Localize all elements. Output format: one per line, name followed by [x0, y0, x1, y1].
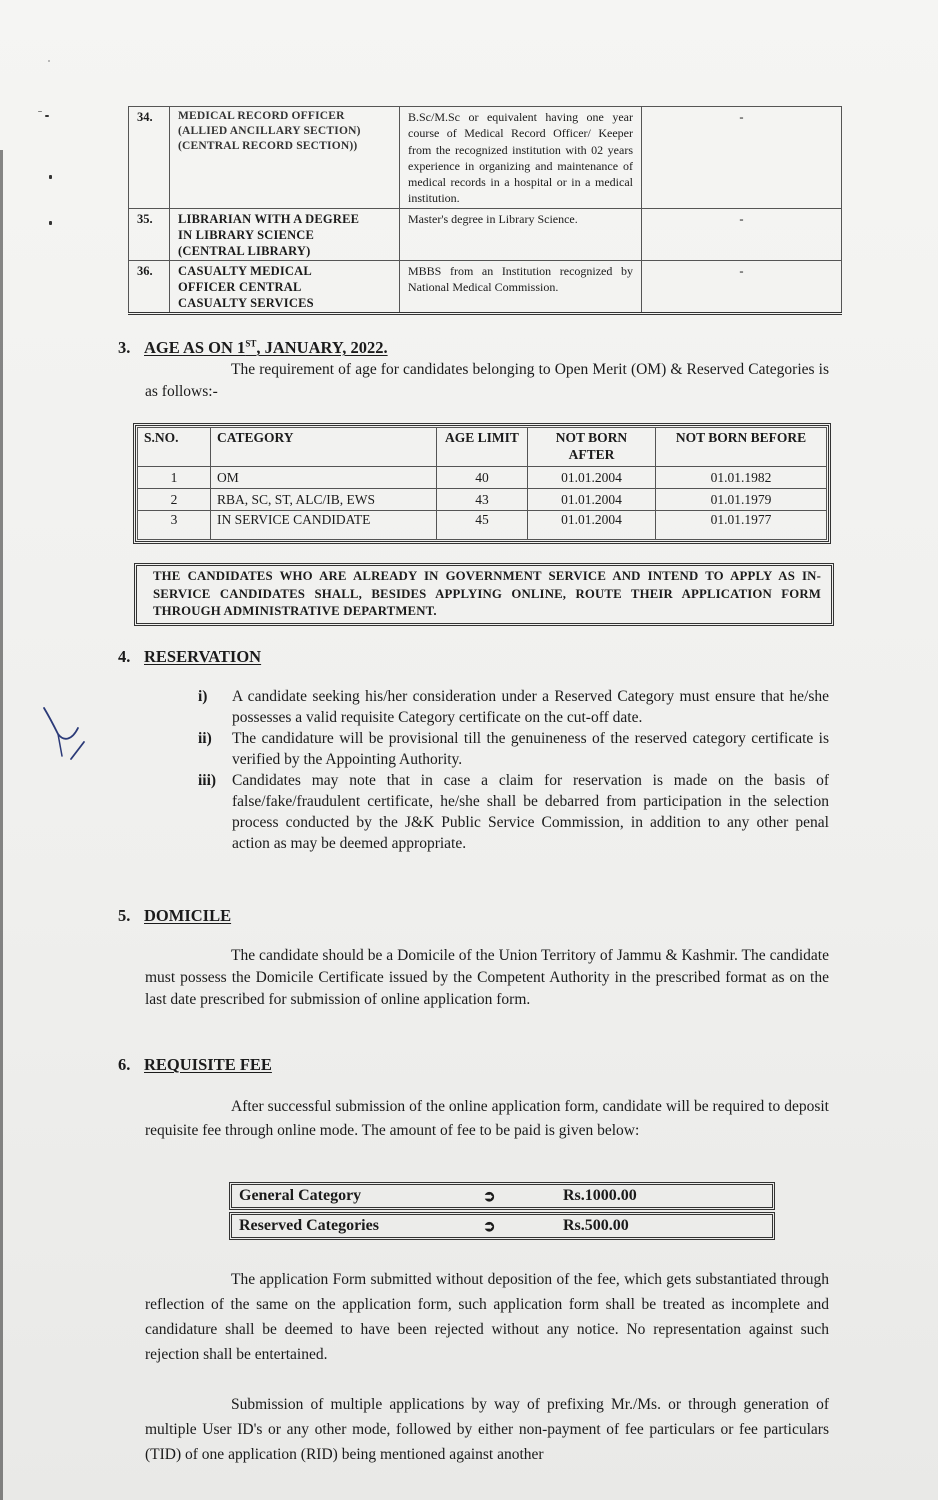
margin-speck [49, 175, 52, 179]
list-text: A candidate seeking his/her consideration under a Reserved Category must ensure that he/she possesses a valid requisite Category certificate on the cut-off date. [232, 688, 829, 726]
domicile-paragraph [145, 945, 829, 1011]
post-line: OFFICER CENTRAL [178, 279, 302, 294]
age-table-frame [133, 423, 831, 544]
post-line: (CENTRAL RECORD SECTION)) [178, 140, 358, 152]
list-marker: i) [198, 688, 208, 705]
cell-age-limit: 40 [437, 467, 528, 489]
table-row [138, 511, 827, 540]
cell-category: RBA, SC, ST, ALC/IB, EWS [211, 489, 437, 511]
list-marker: ii) [198, 730, 212, 747]
section-6-heading [118, 1055, 272, 1075]
cell-not-born-before: 01.01.1977 [656, 511, 827, 540]
post-line: LIBRARIAN WITH A DEGREE [178, 211, 360, 226]
page-edge-shadow [0, 150, 3, 1500]
section-3-heading [118, 338, 388, 358]
margin-speck [48, 60, 50, 62]
fee-table [229, 1182, 775, 1242]
cell-not-born-after: 01.01.2004 [528, 511, 656, 540]
cell-age-limit: 43 [437, 489, 528, 511]
age-table [137, 427, 827, 540]
fee-row [229, 1212, 775, 1240]
cell-sno: 2 [138, 489, 211, 511]
paragraph-text: The candidate should be a Domicile of the Union Territory of Jammu & Kashmir. The candidate must possess the Domicile Certificate issued by the Competent Authority in the prescribed format as on the last date prescribed for submission of online application form. [145, 947, 829, 1008]
fee-intro-paragraph [145, 1095, 829, 1143]
handwritten-mark-icon [38, 704, 98, 764]
table-row [129, 260, 842, 313]
table-row [138, 489, 827, 511]
header-not-born-after: NOT BORN AFTER [528, 428, 656, 467]
row-qualification: B.Sc/M.Sc or equivalent having one year course of Medical Record Officer/ Keeper from the recognized institution with 02 years experience in organizing and maintenance of medical records in a hospital or in a medical institution. [400, 107, 642, 209]
paragraph-text: Submission of multiple applications by way of prefixing Mr./Ms. or through generation of multiple User ID's or any other mode, followed by either non-payment of fee particulars or fee particulars (TID) of one application (RID) being mentioned against another [145, 1396, 829, 1463]
cell-category: OM [211, 467, 437, 489]
list-item [198, 770, 829, 854]
section-5-heading [118, 906, 231, 926]
in-service-notice-box: THE CANDIDATES WHO ARE ALREADY IN GOVERNMENT SERVICE AND INTEND TO APPLY AS IN-SERVICE CANDIDATES SHALL, BESIDES APPLYING ONLINE, ROUTE THEIR APPLICATION FORM THROUGH ADMINISTRATIVE DEPARTMENT. [134, 563, 834, 626]
header-age-limit: AGE LIMIT [437, 428, 528, 467]
post-line: MEDICAL RECORD OFFICER [178, 110, 345, 122]
title-superscript: ST [245, 338, 257, 349]
table-header-row [138, 428, 827, 467]
cell-not-born-after: 01.01.2004 [528, 467, 656, 489]
post-line: IN LIBRARY SCIENCE [178, 227, 315, 242]
fee-amount: Rs.500.00 [563, 1217, 629, 1234]
row-sno: 35. [129, 208, 170, 260]
posts-table [128, 106, 842, 315]
row-qualification: MBBS from an Institution recognized by National Medical Commission. [400, 260, 642, 313]
cell-not-born-before: 01.01.1982 [656, 467, 827, 489]
list-text: Candidates may note that in case a claim for reservation is made on the basis of false/fake/fraudulent certificate, he/she shall be debarred from participation in the selection process conducted by the J&K Public Service Commission, in addition to any other penal action as may be deemed appropriate. [232, 772, 829, 852]
section-number: 4. [118, 647, 131, 666]
paragraph-text: The application Form submitted without deposition of the fee, which gets substantiated through reflection of the same on the application form, such application form shall be treated as incomplete and candidature shall be deemed to have been rejected without any notice. No representation against such rejection shall be entertained. [145, 1271, 829, 1363]
header-sno: S.NO. [138, 428, 211, 467]
table-row [129, 208, 842, 260]
section-number: 5. [118, 906, 131, 925]
multiple-applications-paragraph [145, 1392, 829, 1467]
fee-category: Reserved Categories [239, 1217, 379, 1234]
section-3-intro [145, 359, 829, 403]
row-post [170, 107, 400, 209]
cell-sno: 3 [138, 511, 211, 540]
fee-category: General Category [239, 1187, 362, 1204]
cell-sno: 1 [138, 467, 211, 489]
cell-not-born-after: 01.01.2004 [528, 489, 656, 511]
section-title: DOMICILE [144, 906, 232, 925]
post-line: CASUALTY SERVICES [178, 295, 314, 310]
arrow-right-icon: ➲ [483, 1218, 496, 1235]
section-number: 3. [118, 338, 131, 357]
post-line: CASUALTY MEDICAL [178, 263, 312, 278]
list-text: The candidature will be provisional till the genuineness of the reserved category certificate is verified by the Appointing Authority. [232, 730, 829, 768]
section-title: RESERVATION [144, 647, 262, 666]
list-marker: iii) [198, 772, 217, 789]
row-qualification: Master's degree in Library Science. [400, 208, 642, 260]
title-part: AGE AS ON 1 [144, 338, 246, 357]
row-post [170, 208, 400, 260]
row-remarks: - [642, 208, 842, 260]
margin-speck [38, 111, 42, 112]
cell-not-born-before: 01.01.1979 [656, 489, 827, 511]
row-sno: 34. [129, 107, 170, 209]
header-category: CATEGORY [211, 428, 437, 467]
section-title [144, 338, 388, 357]
table-row [129, 107, 842, 209]
margin-speck [45, 115, 49, 117]
list-item [198, 686, 829, 728]
cell-age-limit: 45 [437, 511, 528, 540]
post-line: (ALLIED ANCILLARY SECTION) [178, 125, 361, 137]
fee-amount: Rs.1000.00 [563, 1187, 637, 1204]
list-item [198, 728, 829, 770]
section-title: REQUISITE FEE [144, 1055, 272, 1074]
header-not-born-before: NOT BORN BEFORE [656, 428, 827, 467]
row-sno: 36. [129, 260, 170, 313]
fee-rejection-paragraph [145, 1267, 829, 1367]
title-part: , JANUARY, 2022. [256, 338, 388, 357]
cell-category: IN SERVICE CANDIDATE [211, 511, 437, 540]
row-remarks: - [642, 107, 842, 209]
reservation-list [198, 686, 829, 854]
intro-text: The requirement of age for candidates belonging to Open Merit (OM) & Reserved Categories is as follows:- [145, 361, 829, 400]
arrow-right-icon: ➲ [483, 1188, 496, 1205]
margin-speck [49, 221, 52, 225]
row-remarks: - [642, 260, 842, 313]
section-4-heading [118, 647, 261, 667]
paragraph-text: After successful submission of the online application form, candidate will be required to deposit requisite fee through online mode. The amount of fee to be paid is given below: [145, 1098, 829, 1139]
fee-row [229, 1182, 775, 1210]
section-number: 6. [118, 1055, 131, 1074]
post-line: (CENTRAL LIBRARY) [178, 243, 311, 258]
table-row [138, 467, 827, 489]
row-post [170, 260, 400, 313]
